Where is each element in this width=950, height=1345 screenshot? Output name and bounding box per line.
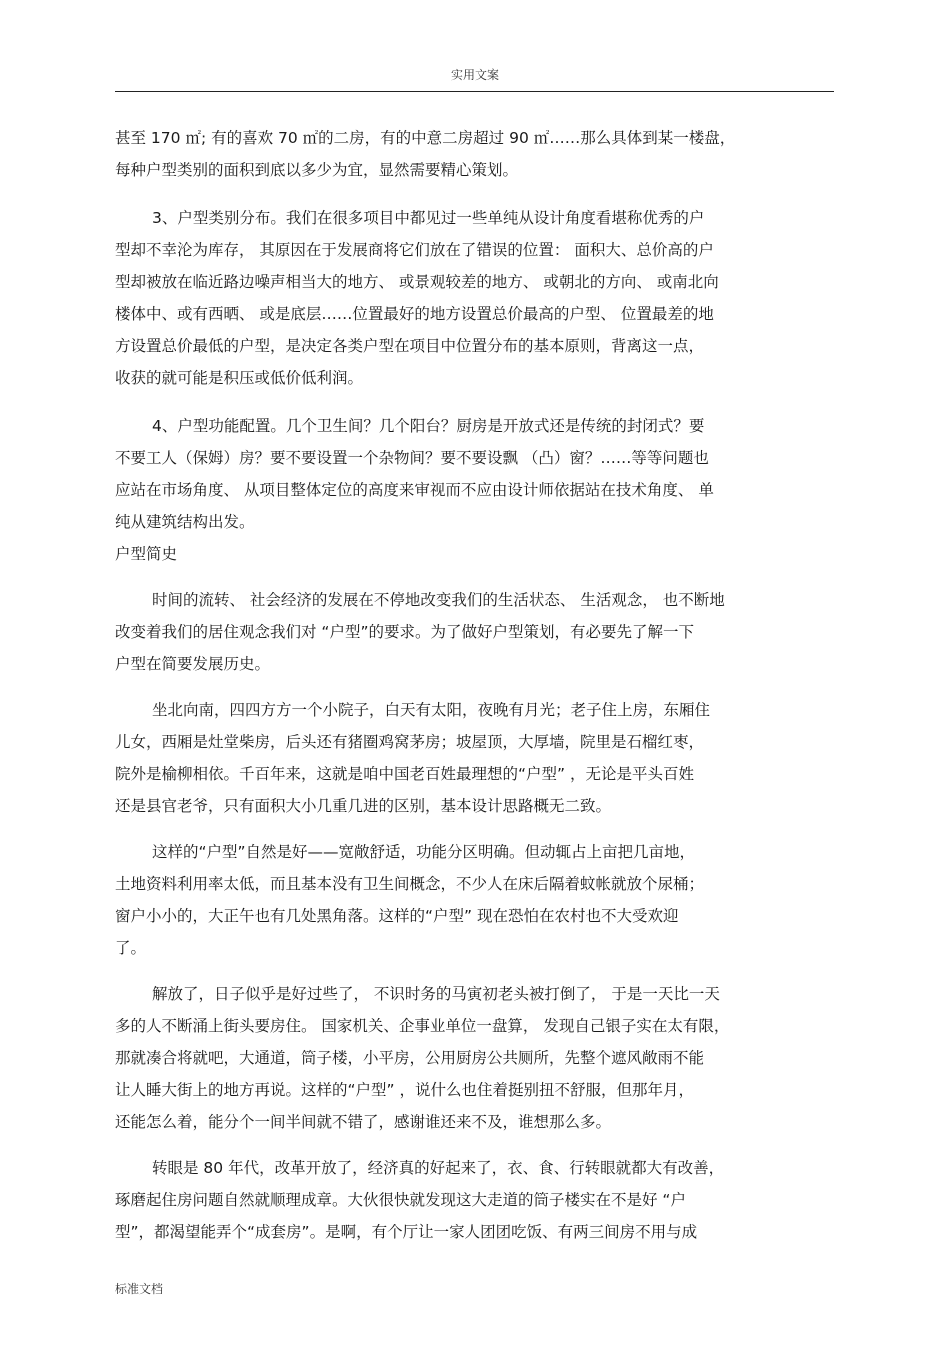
text-line: 琢磨起住房问题自然就顺理成章。大伙很快就发现这大走道的筒子楼实在不是好 “户: [115, 1191, 686, 1209]
paragraph-first-line: 转眼是 80 年代，改革开放了，经济真的好起来了，衣、食、行转眼就都大有改善，: [152, 1159, 725, 1177]
text-line: 收获的就可能是积压或低价低利润。: [115, 369, 364, 387]
text-line: 户型在简要发展历史。: [115, 655, 271, 673]
text-line: 了。: [115, 939, 147, 957]
text-line: 型却不幸沦为库存， 其原因在于发展商将它们放在了错误的位置： 面积大、总价高的户: [115, 241, 714, 259]
paragraph-first-line: 4、户型功能配置。几个卫生间？几个阳台？厨房是开放式还是传统的封闭式？要: [152, 417, 705, 435]
text-line: 土地资料利用率太低，而且基本没有卫生间概念，不少人在床后隔着蚊帐就放个尿桶；: [115, 875, 705, 893]
paragraph-first-line: 解放了，日子似乎是好过些了， 不识时务的马寅初老头被打倒了， 于是一天比一天: [152, 985, 720, 1003]
text-line: 型”，都渴望能弄个“成套房”。是啊，有个厅让一家人团团吃饭、有两三间房不用与成: [115, 1223, 698, 1241]
section-heading: 户型简史: [115, 545, 178, 563]
text-line: 让人睡大街上的地方再说。这样的“户型” ，说什么也住着挺别扭不舒服，但那年月，: [115, 1081, 694, 1099]
text-line: 应站在市场角度、 从项目整体定位的高度来审视而不应由设计师依据站在技术角度、 单: [115, 481, 714, 499]
paragraph-first-line: 坐北向南，四四方方一个小院子，白天有太阳，夜晚有月光；老子住上房，东厢住: [152, 701, 711, 719]
text-line: 那就凑合将就吧，大通道，筒子楼，小平房，公用厨房公共厕所，先整个遮风敞雨不能: [115, 1049, 705, 1067]
page-header: 实用文案: [450, 68, 499, 82]
header-rule: [115, 91, 834, 92]
text-line: 每种户型类别的面积到底以多少为宜，显然需要精心策划。: [115, 161, 519, 179]
text-line: 甚至 170 ㎡; 有的喜欢 70 ㎡的二房，有的中意二房超过 90 ㎡……那么具体到某一楼盘，: [115, 129, 736, 147]
text-line: 改变着我们的居住观念我们对 “户型”的要求。为了做好户型策划，有必要先了解一下: [115, 623, 694, 641]
text-line: 不要工人（保姆）房？要不要设置一个杂物间？要不要设飘 （凸）窗？……等等问题也: [115, 449, 709, 467]
text-line: 多的人不断涌上街头要房住。 国家机关、企事业单位一盘算， 发现自己银子实在太有限，: [115, 1017, 730, 1035]
text-line: 方设置总价最低的户型，是决定各类户型在项目中位置分布的基本原则，背离这一点，: [115, 337, 705, 355]
paragraph-first-line: 这样的“户型”自然是好——宽敞舒适，功能分区明确。但动辄占上亩把几亩地，: [152, 843, 696, 861]
text-line: 还是县官老爷，只有面积大小几重几进的区别，基本设计思路概无二致。: [115, 797, 612, 815]
text-line: 型却被放在临近路边噪声相当大的地方、 或景观较差的地方、 或朝北的方向、 或南北向: [115, 273, 719, 291]
text-line: 纯从建筑结构出发。: [115, 513, 255, 531]
page-footer: 标准文档: [115, 1282, 164, 1296]
text-line: 楼体中、或有西晒、 或是底层……位置最好的地方设置总价最高的户型、 位置最差的地: [115, 305, 714, 323]
text-line: 院外是榆柳相依。千百年来，这就是咱中国老百姓最理想的“户型” ，无论是平头百姓: [115, 765, 694, 783]
text-line: 还能怎么着，能分个一间半间就不错了，感谢谁还来不及，谁想那么多。: [115, 1113, 612, 1131]
text-line: 窗户小小的，大正午也有几处黑角落。这样的“户型” 现在恐怕在农村也不大受欢迎: [115, 907, 679, 925]
paragraph-first-line: 时间的流转、 社会经济的发展在不停地改变我们的生活状态、 生活观念， 也不断地: [152, 591, 725, 609]
text-line: 儿女，西厢是灶堂柴房，后头还有猪圈鸡窝茅房；坡屋顶，大厚墙，院里是石榴红枣，: [115, 733, 705, 751]
paragraph-first-line: 3、户型类别分布。我们在很多项目中都见过一些单纯从设计角度看堪称优秀的户: [152, 209, 705, 227]
